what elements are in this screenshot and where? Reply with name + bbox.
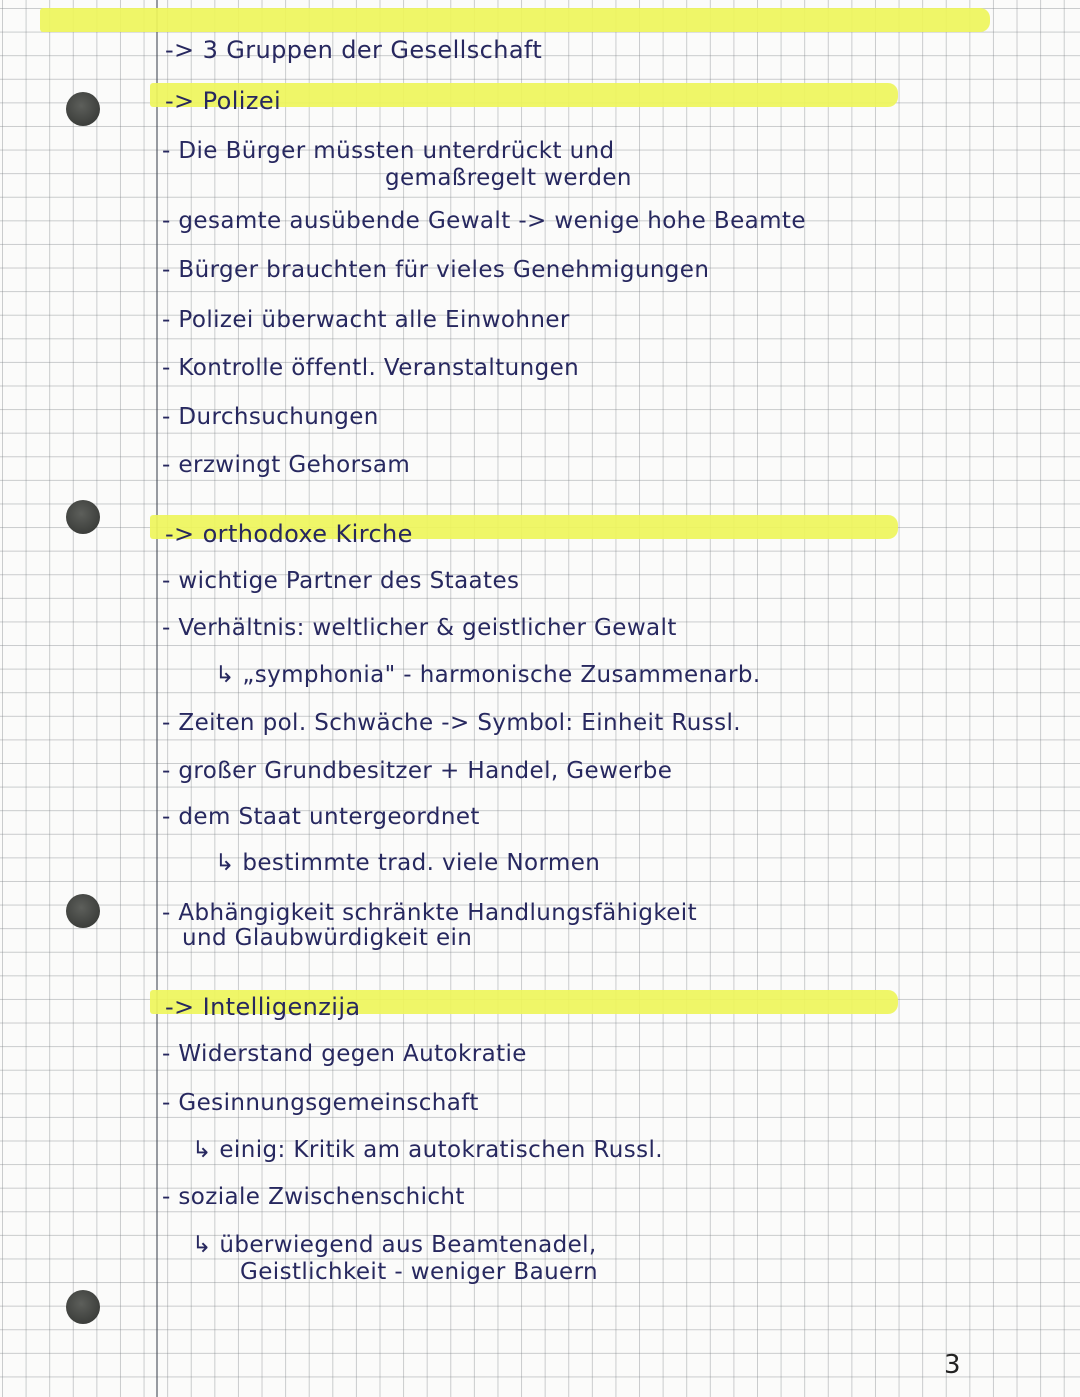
note-line: - Polizei überwacht alle Einwohner (162, 307, 570, 333)
note-line: - erzwingt Gehorsam (162, 452, 411, 478)
note-line: - Gesinnungsgemeinschaft (162, 1090, 479, 1116)
note-line: - Widerstand gegen Autokratie (162, 1041, 527, 1067)
note-line: - Die Bürger müssten unterdrückt und (162, 138, 615, 164)
note-line: - Abhängigkeit schränkte Handlungsfähigkeit (162, 900, 697, 926)
note-line: - soziale Zwischenschicht (162, 1184, 465, 1210)
note-line: - Kontrolle öffentl. Veranstaltungen (162, 355, 580, 381)
note-line: - Durchsuchungen (162, 404, 379, 430)
note-line: gemaßregelt werden (385, 165, 632, 191)
section-heading-intelligenzija: -> Intelligenzija (165, 993, 361, 1021)
punch-hole (66, 92, 100, 126)
punch-hole (66, 1290, 100, 1324)
note-line: - Verhältnis: weltlicher & geistlicher Gewalt (162, 615, 677, 641)
main-heading: -> 3 Gruppen der Gesellschaft (165, 36, 543, 64)
section-heading-polizei: -> Polizei (165, 87, 282, 115)
note-line: - gesamte ausübende Gewalt -> wenige hohe Beamte (162, 208, 806, 234)
highlight-bar (40, 8, 990, 32)
note-line: - wichtige Partner des Staates (162, 568, 520, 594)
note-line: ↳ bestimmte trad. viele Normen (215, 850, 601, 876)
page-number: 3 (944, 1350, 961, 1380)
note-line: - dem Staat untergeordnet (162, 804, 480, 830)
note-line: und Glaubwürdigkeit ein (182, 925, 473, 951)
note-line: ↳ einig: Kritik am autokratischen Russl. (192, 1137, 664, 1163)
note-line: ↳ überwiegend aus Beamtenadel, (192, 1232, 597, 1258)
note-line: - großer Grundbesitzer + Handel, Gewerbe (162, 758, 673, 784)
note-line: ↳ „symphonia" - harmonische Zusammenarb. (215, 662, 761, 688)
punch-hole (66, 500, 100, 534)
section-heading-kirche: -> orthodoxe Kirche (165, 520, 413, 548)
punch-hole (66, 894, 100, 928)
note-line: - Zeiten pol. Schwäche -> Symbol: Einheit Russl. (162, 710, 742, 736)
note-line: Geistlichkeit - weniger Bauern (240, 1259, 599, 1285)
margin-line (156, 0, 158, 1397)
note-line: - Bürger brauchten für vieles Genehmigungen (162, 257, 710, 283)
